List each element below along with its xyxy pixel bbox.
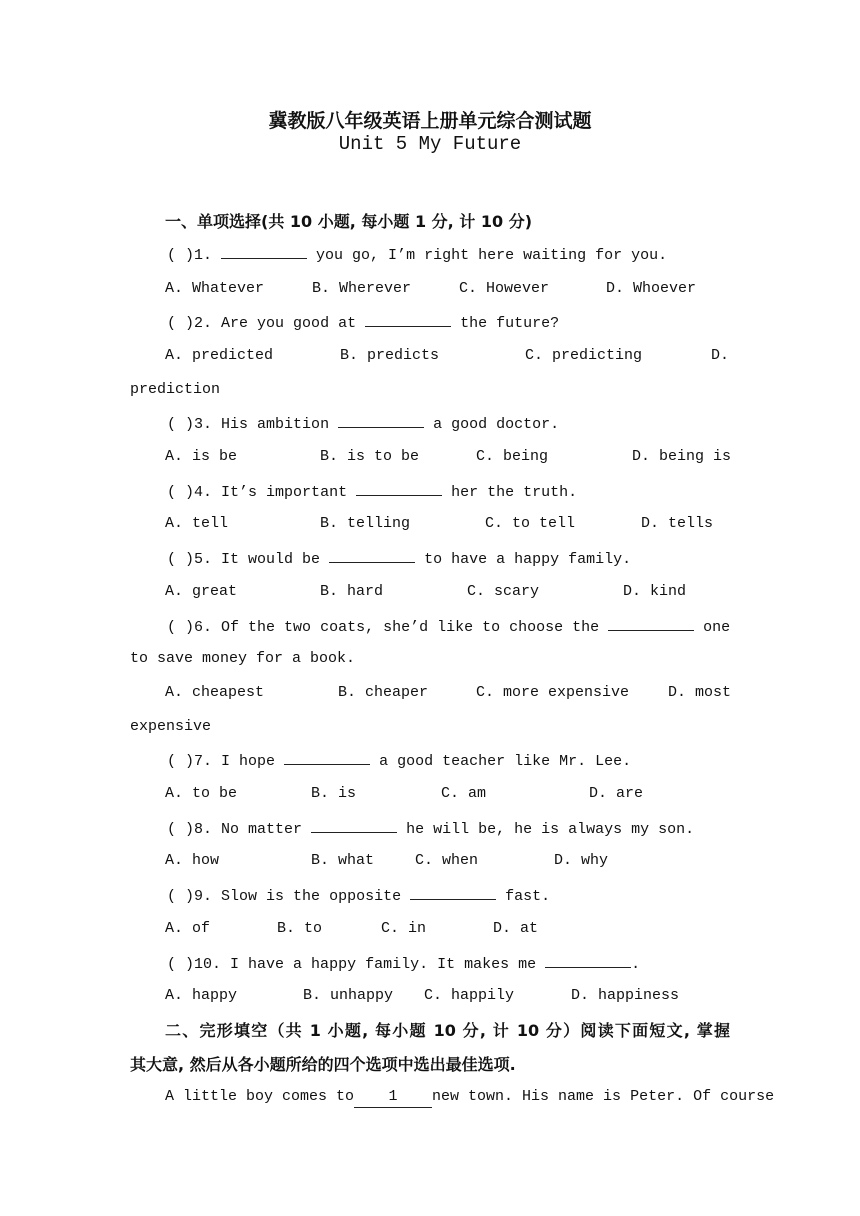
answer-paren: ( ) xyxy=(167,753,195,770)
option-5a: A. great xyxy=(165,583,238,600)
answer-blank xyxy=(221,244,307,259)
question-1: ( )1. you go, I’m right here waiting for you. xyxy=(167,244,667,266)
question-9: ( )9. Slow is the opposite fast. xyxy=(167,885,550,907)
option-6a: A. cheapest xyxy=(165,684,265,701)
answer-blank xyxy=(545,953,631,968)
answer-paren: ( ) xyxy=(167,888,195,905)
option-1d: D. Whoever xyxy=(606,280,697,297)
option-8d: D. why xyxy=(554,852,609,869)
option-7d: D. are xyxy=(589,785,644,802)
question-8: ( )8. No matter he will be, he is always my son. xyxy=(167,818,694,840)
question-3: ( )3. His ambition a good doctor. xyxy=(167,413,559,435)
answer-blank xyxy=(365,312,451,327)
option-9d: D. at xyxy=(493,920,539,937)
option-4b: B. telling xyxy=(320,515,411,532)
answer-paren: ( ) xyxy=(167,315,195,332)
option-3a: A. is be xyxy=(165,448,238,465)
option-4d: D. tells xyxy=(641,515,714,532)
option-10b: B. unhappy xyxy=(303,987,394,1004)
document-title: 冀教版八年级英语上册单元综合测试题 xyxy=(268,110,592,132)
answer-blank xyxy=(338,413,424,428)
answer-paren: ( ) xyxy=(167,551,195,568)
question-4: ( )4. It’s important her the truth. xyxy=(167,481,577,503)
answer-paren: ( ) xyxy=(167,247,195,264)
option-6c: C. more expensive xyxy=(476,684,630,701)
question-6-cont: to save money for a book. xyxy=(130,650,356,667)
option-2d-cont: prediction xyxy=(130,381,221,398)
cloze-passage-line: A little boy comes to 1 new town. His name is Peter. Of course xyxy=(165,1087,730,1108)
answer-paren: ( ) xyxy=(167,956,195,973)
option-2d: D. xyxy=(711,347,730,364)
option-1a: A. Whatever xyxy=(165,280,265,297)
answer-blank xyxy=(356,481,442,496)
option-5d: D. kind xyxy=(623,583,687,600)
question-6: ( )6. Of the two coats, she’d like to choose the one xyxy=(167,616,730,638)
section1-heading: 一、单项选择(共 10 小题, 每小题 1 分, 计 10 分) xyxy=(165,212,533,231)
option-7b: B. is xyxy=(311,785,357,802)
option-2c: C. predicting xyxy=(525,347,643,364)
option-4c: C. to tell xyxy=(485,515,576,532)
question-7: ( )7. I hope a good teacher like Mr. Lee. xyxy=(167,750,631,772)
answer-paren: ( ) xyxy=(167,619,195,636)
option-6b: B. cheaper xyxy=(338,684,429,701)
answer-blank xyxy=(311,818,397,833)
option-2b: B. predicts xyxy=(340,347,440,364)
answer-blank xyxy=(410,885,496,900)
option-8c: C. when xyxy=(415,852,479,869)
question-10: ( )10. I have a happy family. It makes me . xyxy=(167,953,640,975)
option-9b: B. to xyxy=(277,920,323,937)
option-1c: C. However xyxy=(459,280,550,297)
answer-blank xyxy=(284,750,370,765)
option-6d-cont: expensive xyxy=(130,718,212,735)
option-8b: B. what xyxy=(311,852,375,869)
answer-paren: ( ) xyxy=(167,821,195,838)
section2-heading: 二、完形填空（共 1 小题, 每小题 10 分, 计 10 分）阅读下面短文, 掌握 其大意, 然后从各小题所给的四个选项中选出最佳选项. xyxy=(130,1021,730,1074)
answer-blank xyxy=(608,616,694,631)
option-2a: A. predicted xyxy=(165,347,274,364)
option-3d: D. being is xyxy=(632,448,732,465)
option-1b: B. Wherever xyxy=(312,280,412,297)
option-9a: A. of xyxy=(165,920,211,937)
option-3c: C. being xyxy=(476,448,549,465)
option-7a: A. to be xyxy=(165,785,238,802)
option-9c: C. in xyxy=(381,920,427,937)
option-10a: A. happy xyxy=(165,987,238,1004)
option-5b: B. hard xyxy=(320,583,384,600)
cloze-blank: 1 xyxy=(354,1087,432,1108)
option-4a: A. tell xyxy=(165,515,229,532)
option-10c: C. happily xyxy=(424,987,515,1004)
question-5: ( )5. It would be to have a happy family. xyxy=(167,548,631,570)
question-2: ( )2. Are you good at the future? xyxy=(167,312,559,334)
option-7c: C. am xyxy=(441,785,487,802)
option-10d: D. happiness xyxy=(571,987,680,1004)
answer-blank xyxy=(329,548,415,563)
answer-paren: ( ) xyxy=(167,484,195,501)
option-6d: D. most xyxy=(668,684,732,701)
option-3b: B. is to be xyxy=(320,448,420,465)
document-subtitle: Unit 5 My Future xyxy=(338,133,522,155)
option-8a: A. how xyxy=(165,852,220,869)
answer-paren: ( ) xyxy=(167,416,195,433)
option-5c: C. scary xyxy=(467,583,540,600)
